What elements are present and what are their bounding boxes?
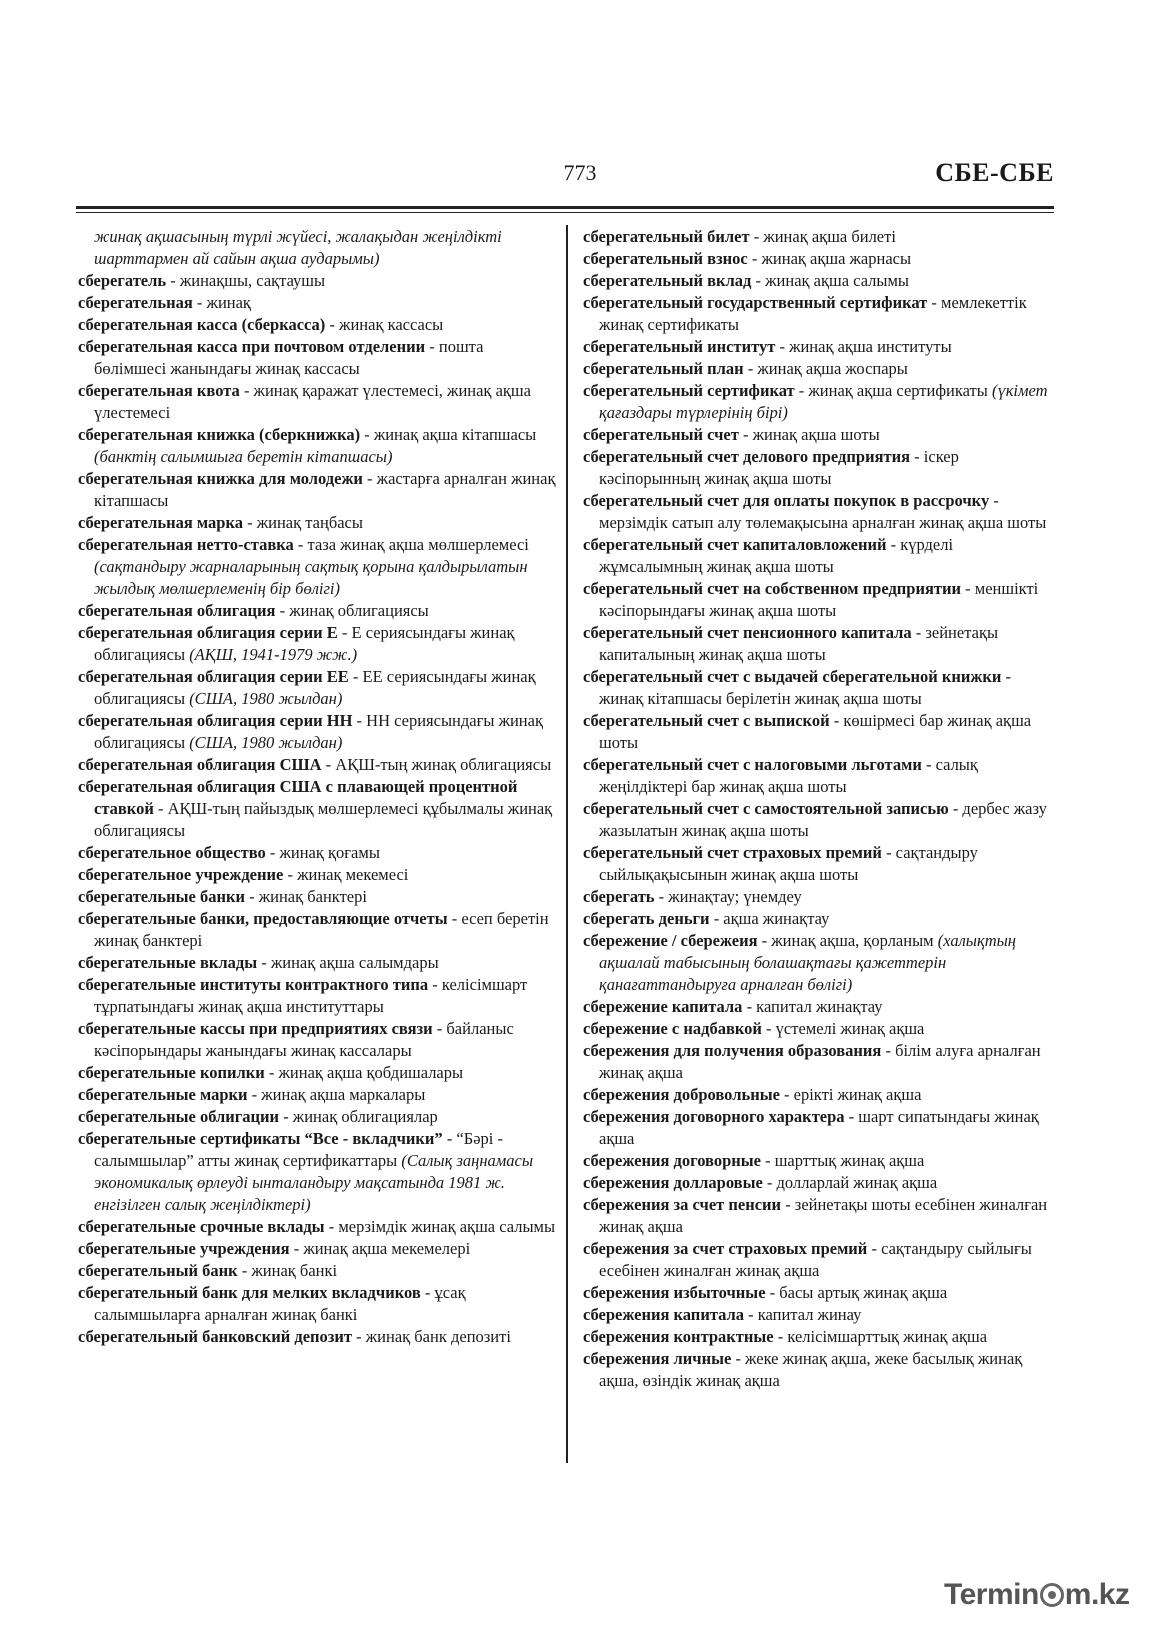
dictionary-entry: [583, 754, 1055, 798]
entry-term: сберегательное общество: [78, 843, 266, 862]
dictionary-entry: [583, 908, 1055, 930]
dictionary-entry: [78, 666, 556, 710]
entry-definition: - ақша жинақтау: [709, 909, 830, 928]
dictionary-entry: [583, 1348, 1055, 1392]
running-head: СБЕ-СБЕ: [935, 158, 1054, 187]
dictionary-entry: [78, 380, 556, 424]
dictionary-entry: [583, 1084, 1055, 1106]
dictionary-entry: [583, 248, 1055, 270]
entry-term: сберегать деньги: [583, 909, 710, 928]
entry-term: сберегательный государственный сертификат: [583, 293, 928, 312]
entry-definition: - жинақ облигациясы: [275, 601, 429, 620]
dictionary-entry: [583, 446, 1055, 490]
entry-term: сберегательные облигации: [78, 1107, 280, 1126]
header-rule-thin: [76, 212, 1054, 213]
entry-term: сберегательный счет с налоговыми льготами: [583, 755, 922, 774]
entry-term: сбережения договорные: [583, 1151, 761, 1170]
entry-definition: - жинақ ақша институты: [775, 337, 952, 356]
dictionary-entry: [583, 1172, 1055, 1194]
entry-term: сберегательные копилки: [78, 1063, 265, 1082]
entry-definition: - дербес жазу жазылатын жинақ ақша шоты: [599, 799, 1047, 840]
dictionary-entry: [78, 292, 556, 314]
entry-term: сберегательное учреждение: [78, 865, 284, 884]
dictionary-entry: [78, 336, 556, 380]
entry-term: сберегательный счет с самостоятельной записью: [583, 799, 949, 818]
entry-definition: - АҚШ-тың жинақ облигациясы: [321, 755, 552, 774]
entry-definition: - мерзімдік жинақ ақша салымы: [324, 1217, 556, 1236]
entry-term: сберегательная облигация серии ЕЕ: [78, 667, 349, 686]
entry-term: сберегательный банк для мелких вкладчиков: [78, 1283, 421, 1302]
dictionary-entry: [583, 226, 1055, 248]
entry-definition: - көшірмесі бар жинақ ақша шоты: [599, 711, 1032, 752]
entry-definition: - жинақ ақша жоспары: [743, 359, 908, 378]
entry-note: (сақтандыру жарналарының сақтық қорына қалдырылатын жылдық мөлшерлеменің бір бөлігі): [94, 557, 528, 598]
entry-definition: - НН сериясындағы жинақ облигациясы: [94, 711, 543, 752]
entry-term: сбережение / сбережеия: [583, 931, 758, 950]
entry-term: сберегательная касса (сберкасса): [78, 315, 326, 334]
entry-term: сбережения капитала: [583, 1305, 745, 1324]
dictionary-entry: [583, 1304, 1055, 1326]
dictionary-entry: [583, 578, 1055, 622]
dictionary-entry: [583, 1282, 1055, 1304]
dictionary-entry: [583, 622, 1055, 666]
column-divider: [566, 225, 568, 1463]
entry-definition: - жинақ қоғамы: [265, 843, 380, 862]
entry-definition: - іскер кәсіпорынның жинақ ақша шоты: [599, 447, 959, 488]
dictionary-entry: [78, 424, 556, 468]
entry-term: сберегательный счет страховых премий: [583, 843, 882, 862]
entry-definition: - жинақ ақша сертификаты: [794, 381, 992, 400]
entry-definition: - шарттық жинақ ақша: [760, 1151, 925, 1170]
entry-term: сберегательный счет: [583, 425, 739, 444]
dictionary-entry: [78, 1018, 556, 1062]
left-column: [78, 226, 556, 1348]
entry-definition: - білім алуға арналған жинақ ақша: [599, 1041, 1041, 1082]
entry-note: жинақ ақшасының түрлі жүйесі, жалақыдан жеңілдікті шарттармен ай сайын ақша аударымы): [94, 227, 502, 268]
o-ring-icon: [1040, 1583, 1064, 1607]
entry-definition: - Е сериясындағы жинақ облигациясы: [94, 623, 515, 664]
dictionary-entry: [583, 424, 1055, 446]
entry-term: сберегательный счет делового предприятия: [583, 447, 911, 466]
dictionary-entry: [583, 666, 1055, 710]
dictionary-entry: [78, 226, 556, 270]
dictionary-entry: [78, 534, 556, 600]
entry-definition: - жинақ ақша салымы: [751, 271, 910, 290]
entry-term: сбережения для получения образования: [583, 1041, 882, 1060]
entry-definition: - жинақ ақша билеті: [749, 227, 896, 246]
entry-definition: - жинақ кассасы: [325, 315, 444, 334]
dictionary-entry: [583, 336, 1055, 358]
entry-note: (халықтың ақшалай табысының болашақтағы қажеттерін қанағаттандыруға арналған бөлігі): [599, 931, 1016, 994]
dictionary-entry: [78, 1282, 556, 1326]
dictionary-entry: [583, 842, 1055, 886]
entry-term: сберегательная книжка (сберкнижка): [78, 425, 361, 444]
entry-definition: - жинақ ақша қобдишалары: [264, 1063, 464, 1082]
entry-term: сберегательные сертификаты “Все - вкладчики”: [78, 1129, 443, 1148]
entry-definition: - сақтандыру сыйлығы есебінен жиналған жинақ ақша: [599, 1239, 1032, 1280]
entry-term: сберегательные институты контрактного типа: [78, 975, 429, 994]
entry-definition: - келісімшарттық жинақ ақша: [773, 1327, 988, 1346]
dictionary-entry: [583, 490, 1055, 534]
entry-definition: - жинақ банк депозиті: [352, 1327, 511, 1346]
dictionary-entry: [78, 622, 556, 666]
entry-definition: - жинақ ақша, қорланым: [757, 931, 938, 950]
entry-definition: - жинақ банкі: [237, 1261, 338, 1280]
entry-term: сбережения добровольные: [583, 1085, 780, 1104]
entry-definition: - жинақтау; үнемдеу: [654, 887, 802, 906]
entry-term: сбережение с надбавкой: [583, 1019, 762, 1038]
dictionary-entry: [78, 1216, 556, 1238]
entry-definition: - байланыс кәсіпорындары жанындағы жинақ кассалары: [94, 1019, 514, 1060]
entry-term: сберегательный вклад: [583, 271, 752, 290]
entry-definition: - келісімшарт тұрпатындағы жинақ ақша институттары: [94, 975, 528, 1016]
entry-definition: - долларлай жинақ ақша: [762, 1173, 938, 1192]
dictionary-entry: [78, 1238, 556, 1260]
entry-definition: - ерікті жинақ ақша: [779, 1085, 922, 1104]
entry-term: сберегательные банки, предоставляющие отчеты: [78, 909, 448, 928]
entry-term: сберегательная книжка для молодежи: [78, 469, 363, 488]
entry-definition: - жинақ қаражат үлестемесі, жинақ ақша үлестемесі: [94, 381, 531, 422]
entry-term: сбережения избыточные: [583, 1283, 766, 1302]
entry-term: сберегательные срочные вклады: [78, 1217, 325, 1236]
entry-term: сбережения за счет пенсии: [583, 1195, 782, 1214]
dictionary-entry: [583, 1238, 1055, 1282]
entry-definition: - жинақшы, сақтаушы: [166, 271, 326, 290]
dictionary-entry: [583, 1106, 1055, 1150]
dictionary-entry: [78, 776, 556, 842]
entry-definition: - мерзімдік сатып алу төлемақысына арналған жинақ ақша шоты: [599, 491, 1047, 532]
entry-note: (США, 1980 жылдан): [189, 733, 343, 752]
dictionary-entry: [583, 380, 1055, 424]
entry-term: сберегательный билет: [583, 227, 750, 246]
entry-term: сберегатель: [78, 271, 167, 290]
dictionary-entry: [78, 886, 556, 908]
dictionary-entry: [78, 600, 556, 622]
entry-definition: - үстемелі жинақ ақша: [761, 1019, 925, 1038]
dictionary-entry: [583, 1040, 1055, 1084]
entry-term: сберегательный счет с выдачей сберегательной книжки: [583, 667, 1002, 686]
entry-term: сбережения договорного характера: [583, 1107, 845, 1126]
dictionary-entry: [583, 996, 1055, 1018]
entry-definition: - жинақ ақша салымдары: [257, 953, 439, 972]
entry-term: сберегательные кассы при предприятиях связи: [78, 1019, 433, 1038]
dictionary-entry: [78, 974, 556, 1018]
entry-note: (АҚШ, 1941-1979 жж.): [189, 645, 358, 664]
entry-definition: - жинақ ақша мекемелері: [289, 1239, 471, 1258]
logo-text-end: m.kz: [1064, 1578, 1130, 1611]
entry-definition: - жинақ кітапшасы берілетін жинақ ақша шоты: [599, 667, 1012, 708]
entry-definition: - жинақ банктері: [244, 887, 367, 906]
header-rule-thick: [76, 206, 1054, 209]
entry-term: сбережения долларовые: [583, 1173, 763, 1192]
entry-note: (США, 1980 жылдан): [189, 689, 343, 708]
dictionary-entry: [583, 1018, 1055, 1040]
entry-term: сберегательный счет с выпиской: [583, 711, 830, 730]
entry-term: сберегательная марка: [78, 513, 243, 532]
entry-term: сберегательная: [78, 293, 193, 312]
entry-note: (үкімет қағаздары түрлерінің бірі): [599, 381, 1048, 422]
dictionary-entry: [583, 930, 1055, 996]
entry-term: сберегательный счет капиталовложений: [583, 535, 887, 554]
entry-definition: - жинақ ақша маркалары: [247, 1085, 426, 1104]
entry-definition: - шарт сипатындағы жинақ ақша: [599, 1107, 1039, 1148]
entry-definition: - жинақ ақша жарнасы: [747, 249, 912, 268]
entry-note: (Салық заңнамасы экономикалық өрлеуді ынталандыру мақсатында 1981 ж. енгізілген салық жеңілдіктері): [94, 1151, 534, 1214]
dictionary-entry: [583, 534, 1055, 578]
dictionary-entry: [583, 1326, 1055, 1348]
dictionary-entry: [78, 908, 556, 952]
dictionary-entry: [583, 710, 1055, 754]
dictionary-entry: [78, 314, 556, 336]
dictionary-entry: [78, 1326, 556, 1348]
entry-term: сберегательная квота: [78, 381, 240, 400]
entry-definition: - жеке жинақ ақша, жеке басылық жинақ ақша, өзіндік жинақ ақша: [599, 1349, 1023, 1390]
dictionary-entry: [583, 270, 1055, 292]
entry-definition: - ЕЕ сериясындағы жинақ облигациясы: [94, 667, 536, 708]
entry-term: сбережение капитала: [583, 997, 743, 1016]
entry-term: сберегательные вклады: [78, 953, 258, 972]
entry-definition: - басы артық жинақ ақша: [765, 1283, 948, 1302]
entry-term: сберегательный банковский депозит: [78, 1327, 353, 1346]
entry-definition: - жинақ мекемесі: [283, 865, 409, 884]
dictionary-entry: [583, 1194, 1055, 1238]
entry-definition: - пошта бөлімшесі жанындағы жинақ кассасы: [94, 337, 484, 378]
entry-term: сберегать: [583, 887, 655, 906]
entry-term: сберегательный план: [583, 359, 744, 378]
entry-term: сберегательный счет на собственном предприятии: [583, 579, 962, 598]
entry-definition: - сақтандыру сыйлықақысынын жинақ ақша шоты: [599, 843, 978, 884]
entry-term: сберегательные банки: [78, 887, 245, 906]
dictionary-entry: [583, 1150, 1055, 1172]
entry-definition: - күрделі жұмсалымның жинақ ақша шоты: [599, 535, 954, 576]
right-column: [583, 226, 1055, 1392]
dictionary-entry: [78, 270, 556, 292]
entry-definition: - жинақ ақша кітапшасы: [360, 425, 537, 444]
dictionary-entry: [78, 710, 556, 754]
dictionary-entry: [78, 1106, 556, 1128]
entry-definition: - зейнетақы капиталының жинақ ақша шоты: [599, 623, 999, 664]
entry-definition: - жинақ таңбасы: [242, 513, 363, 532]
dictionary-entry: [583, 292, 1055, 336]
entry-term: сберегательный банк: [78, 1261, 238, 1280]
entry-term: сбережения контрактные: [583, 1327, 774, 1346]
entry-term: сберегательная облигация: [78, 601, 276, 620]
entry-definition: - жинақ облигациялар: [279, 1107, 438, 1126]
entry-term: сбережения личные: [583, 1349, 732, 1368]
entry-term: сберегательный институт: [583, 337, 776, 356]
termincom-logo[interactable]: [944, 1578, 1130, 1612]
entry-note: (банктің салымшыға беретін кітапшасы): [94, 447, 393, 466]
entry-definition: - салық жеңілдіктері бар жинақ ақша шоты: [599, 755, 978, 796]
dictionary-entry: [583, 886, 1055, 908]
entry-term: сберегательный сертификат: [583, 381, 795, 400]
dictionary-entry: [583, 798, 1055, 842]
entry-definition: - капитал жинау: [744, 1305, 862, 1324]
entry-definition: - капитал жинақтау: [742, 997, 883, 1016]
entry-definition: - таза жинақ ақша мөлшерлемесі: [293, 535, 529, 554]
entry-definition: - жинақ ақша шоты: [738, 425, 880, 444]
entry-term: сберегательный взнос: [583, 249, 748, 268]
logo-text-start: Termin: [944, 1578, 1039, 1611]
entry-definition: - меншікті кәсіпорындағы жинақ ақша шоты: [599, 579, 1039, 620]
dictionary-entry: [78, 952, 556, 974]
entry-term: сберегательный счет для оплаты покупок в рассрочку: [583, 491, 990, 510]
dictionary-entry: [78, 842, 556, 864]
dictionary-entry: [78, 512, 556, 534]
entry-term: сберегательные учреждения: [78, 1239, 290, 1258]
entry-definition: - зейнетақы шоты есебінен жиналған жинақ ақша: [599, 1195, 1048, 1236]
entry-term: сберегательная нетто-ставка: [78, 535, 294, 554]
entry-term: сберегательная облигация США: [78, 755, 322, 774]
dictionary-entry: [78, 1084, 556, 1106]
dictionary-entry: [583, 358, 1055, 380]
entry-definition: - жинақ: [192, 293, 251, 312]
dictionary-entry: [78, 864, 556, 886]
entry-term: сберегательные марки: [78, 1085, 248, 1104]
entry-term: сбережения за счет страховых премий: [583, 1239, 868, 1258]
entry-definition: - АҚШ-тың пайыздық мөлшерлемесі құбылмалы жинақ облигациясы: [94, 799, 553, 840]
entry-definition: - есеп беретін жинақ банктері: [94, 909, 549, 950]
entry-definition: - мемлекеттік жинақ сертификаты: [599, 293, 1027, 334]
entry-term: сберегательная облигация США с плавающей процентной ставкой: [78, 777, 518, 818]
entry-definition: - жастарға арналған жинақ кітапшасы: [94, 469, 556, 510]
dictionary-entry: [78, 468, 556, 512]
dictionary-entry: [78, 1260, 556, 1282]
dictionary-entry: [78, 754, 556, 776]
entry-definition: - “Бәрі - салымшылар” атты жинақ сертификаттары: [94, 1129, 504, 1170]
entry-definition: - ұсақ салымшыларға арналған жинақ банкі: [94, 1283, 466, 1324]
dictionary-entry: [78, 1128, 556, 1216]
dictionary-entry: [78, 1062, 556, 1084]
entry-term: сберегательный счет пенсионного капитала: [583, 623, 912, 642]
page-number: 773: [563, 160, 597, 185]
entry-term: сберегательная облигация серии НН: [78, 711, 353, 730]
entry-term: сберегательная облигация серии Е: [78, 623, 338, 642]
entry-term: сберегательная касса при почтовом отделении: [78, 337, 426, 356]
